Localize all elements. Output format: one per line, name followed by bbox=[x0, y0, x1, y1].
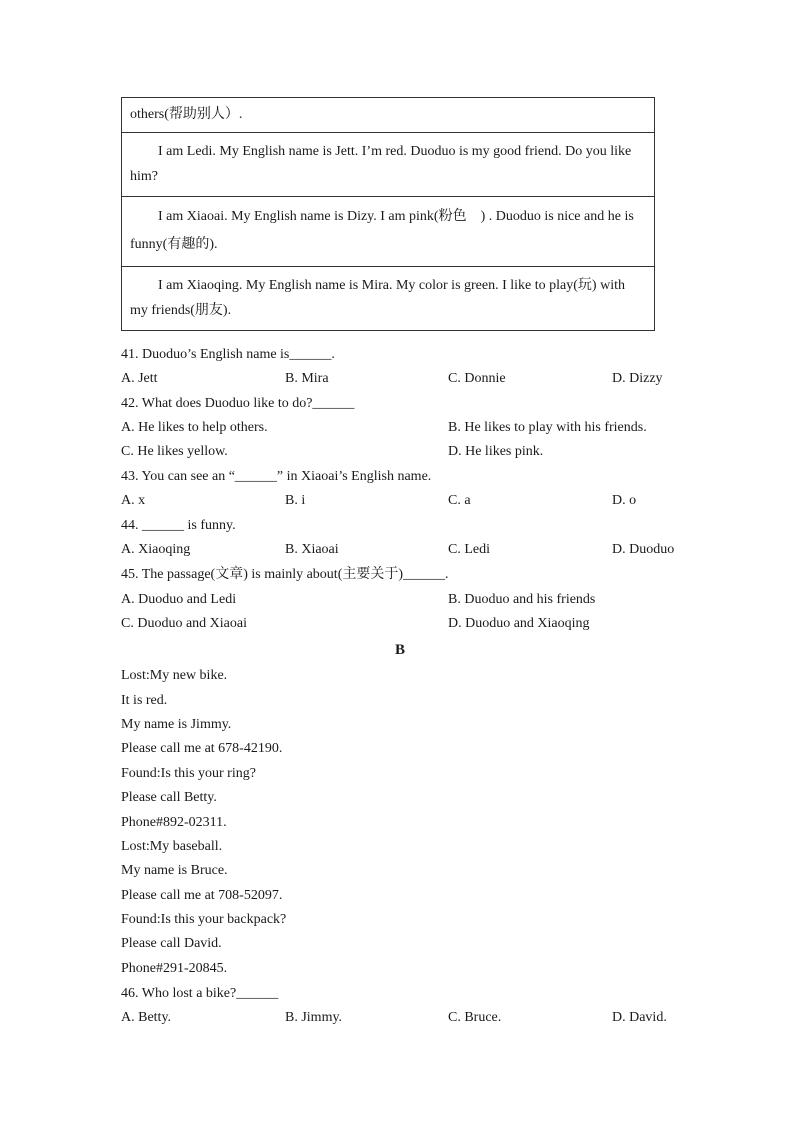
passage-text: others(帮助别人）. bbox=[122, 98, 655, 133]
question-41-stem: 41. Duoduo’s English name is______. bbox=[121, 347, 335, 362]
option-d[interactable]: D. He likes pink. bbox=[448, 444, 544, 459]
question-46-options bbox=[121, 1008, 701, 1028]
option-a[interactable]: A. He likes to help others. bbox=[121, 420, 268, 435]
passage-table bbox=[121, 97, 655, 331]
notice-line: Found:Is this your backpack? bbox=[121, 912, 287, 927]
notice-line: Please call me at 708-52097. bbox=[121, 888, 283, 903]
passage-row bbox=[122, 133, 655, 197]
option-a[interactable]: A. Jett bbox=[121, 371, 158, 386]
passage-text: I am Ledi. My English name is Jett. I’m red. Duoduo is my good friend. Do you like him? bbox=[122, 133, 655, 197]
question-42-stem: 42. What does Duoduo like to do?______ bbox=[121, 396, 355, 411]
question-44-options bbox=[121, 540, 701, 560]
question-43-options bbox=[121, 491, 701, 511]
option-c[interactable]: C. a bbox=[448, 493, 471, 508]
notice-line: My name is Bruce. bbox=[121, 863, 228, 878]
question-45-options-row1 bbox=[121, 590, 701, 610]
question-45-stem: 45. The passage(文章) is mainly about(主要关于)______. bbox=[121, 567, 449, 582]
option-b[interactable]: B. Duoduo and his friends bbox=[448, 592, 596, 607]
option-b[interactable]: B. i bbox=[285, 493, 306, 508]
notice-line: Found:Is this your ring? bbox=[121, 766, 256, 781]
notice-line: Please call me at 678-42190. bbox=[121, 741, 283, 756]
notice-line: My name is Jimmy. bbox=[121, 717, 232, 732]
option-b[interactable]: B. He likes to play with his friends. bbox=[448, 420, 647, 435]
option-d[interactable]: D. Duoduo and Xiaoqing bbox=[448, 616, 590, 631]
option-a[interactable]: A. Betty. bbox=[121, 1010, 172, 1025]
notice-line: It is red. bbox=[121, 693, 168, 708]
passage-text: I am Xiaoai. My English name is Dizy. I am pink(粉色 ) . Duoduo is nice and he is funny(有趣的). bbox=[122, 197, 655, 267]
question-41-options bbox=[121, 369, 701, 389]
option-b[interactable]: B. Mira bbox=[285, 371, 329, 386]
notice-line: Phone#291-20845. bbox=[121, 961, 228, 976]
option-d[interactable]: D. Duoduo bbox=[612, 542, 675, 557]
option-a[interactable]: A. Xiaoqing bbox=[121, 542, 191, 557]
question-42-options-row1 bbox=[121, 418, 701, 438]
option-c[interactable]: C. Ledi bbox=[448, 542, 490, 557]
option-c[interactable]: C. Bruce. bbox=[448, 1010, 502, 1025]
option-b[interactable]: B. Jimmy. bbox=[285, 1010, 343, 1025]
section-b-heading: B bbox=[394, 642, 405, 658]
passage-text: I am Xiaoqing. My English name is Mira. My color is green. I like to play(玩) with my friends(朋友). bbox=[122, 267, 655, 331]
option-b[interactable]: B. Xiaoai bbox=[285, 542, 339, 557]
option-c[interactable]: C. Donnie bbox=[448, 371, 506, 386]
notice-line: Lost:My new bike. bbox=[121, 668, 228, 683]
notice-line: Phone#892-02311. bbox=[121, 815, 227, 830]
option-c[interactable]: C. Duoduo and Xiaoai bbox=[121, 616, 247, 631]
notice-line: Please call David. bbox=[121, 936, 222, 951]
question-46-stem: 46. Who lost a bike?______ bbox=[121, 986, 279, 1001]
question-43-stem: 43. You can see an “______” in Xiaoai’s English name. bbox=[121, 469, 432, 484]
notice-line: Please call Betty. bbox=[121, 790, 217, 805]
passage-row bbox=[122, 267, 655, 331]
question-44-stem: 44. ______ is funny. bbox=[121, 518, 236, 533]
question-42-options-row2 bbox=[121, 442, 701, 462]
passage-row bbox=[122, 197, 655, 267]
option-c[interactable]: C. He likes yellow. bbox=[121, 444, 228, 459]
option-d[interactable]: D. Dizzy bbox=[612, 371, 663, 386]
question-45-options-row2 bbox=[121, 614, 701, 634]
option-d[interactable]: D. David. bbox=[612, 1010, 667, 1025]
notice-line: Lost:My baseball. bbox=[121, 839, 223, 854]
passage-row bbox=[122, 98, 655, 133]
option-a[interactable]: A. x bbox=[121, 493, 146, 508]
option-d[interactable]: D. o bbox=[612, 493, 637, 508]
option-a[interactable]: A. Duoduo and Ledi bbox=[121, 592, 237, 607]
